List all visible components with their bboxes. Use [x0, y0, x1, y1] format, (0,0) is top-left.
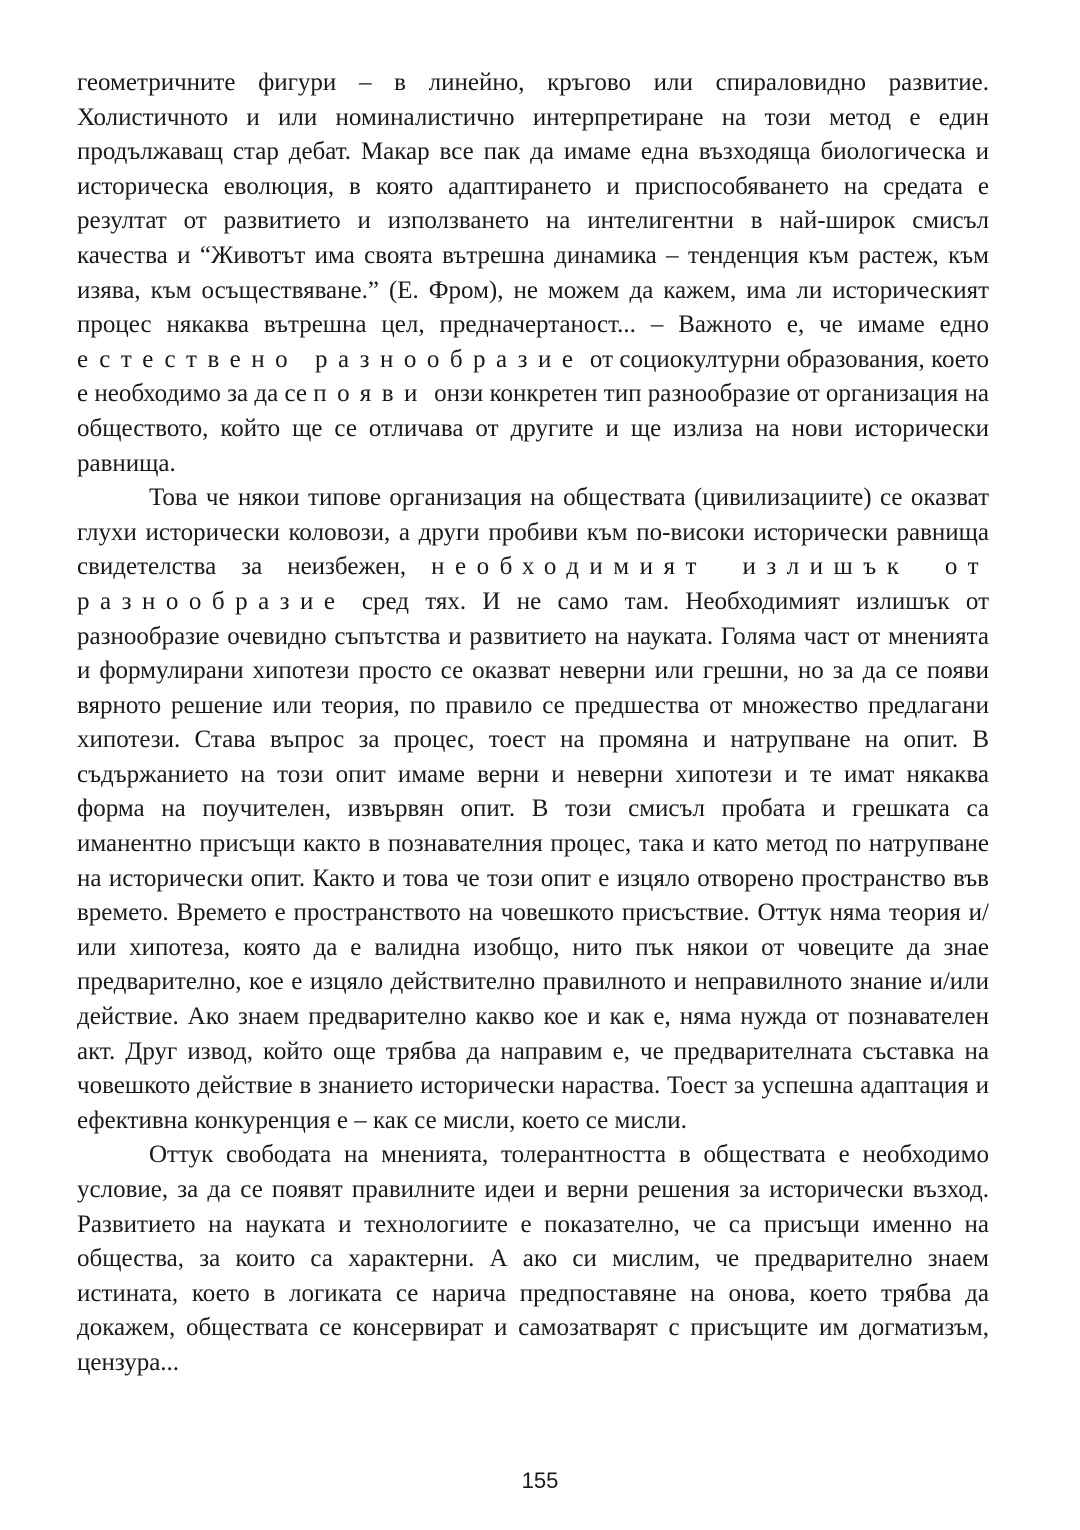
body-text: [77, 66, 989, 1381]
emphasized-spaced-text: естествено разнообразие: [77, 345, 584, 373]
text-segment: геометричните фигури – в линейно, кръгово или спираловидно развитие. Холистичното и или номиналистично интерпретиране на този метод е един продължаващ стар дебат. Макар все пак да имаме една възходяща биологическа и историческа еволюция, в която адаптирането и приспособяването на средата е резултат от развитието и използването на интелигентни в най-широк смисъл качества и “Животът има своята вътрешна динамика – тенденция към растеж, към изява, към осъществяване.” (Е. Фром), не можем да кажем, има ли историческият процес някаква вътрешна цел, предначертаност... – Важното е, че имаме едно: [77, 69, 989, 339]
text-segment: онзи конкретен тип разнообразие от организация на обществото, който ще се отличава от другите и ще излиза на нови исторически равнища.: [77, 380, 990, 477]
paragraph: [77, 66, 989, 481]
page-number: 155: [521, 1468, 559, 1493]
paragraph: [77, 1138, 989, 1380]
text-segment: Това че някои типове организация на обществата (цивилизациите) се оказват глухи исторически коловози, а други пробиви към по-високи исторически равнища свидетелства за неизбежен,: [77, 484, 989, 581]
emphasized-spaced-text: появи: [313, 380, 428, 408]
emphasized-spaced-text: необходимият излишък от разнообразие: [77, 553, 989, 615]
paragraph: [77, 481, 989, 1138]
text-segment: сред тях. И не само там. Необходимият излишък от разнообразие очевидно съпътства и развитието на науката. Голяма част от мненията и формулирани хипотези просто се оказват неверни или грешни, но за да се появи вярното решение или теория, по правило се предшества от множество предлагани хипотези. Става въпрос за процес, тоест на промяна и натрупване на опит. В съдържанието на този опит имаме верни и неверни хипотези и те имат някаква форма на поучителен, извървян опит. В този смисъл пробата и грешката са иманентно присъщи както в познавателния процес, така и като метод по натрупване на исторически опит. Както и това че този опит е изцяло отворено пространство във времето. Времето е пространството на човешкото присъствие. Оттук няма теория и/или хипотеза, която да е валидна изобщо, нито пък някои от човеците да знае предварително, кое е изцяло действително правилното и неправилното знание и/или действие. Ако знаем предварително какво кое и как е, няма нужда от познавателен акт. Друг извод, който още трябва да направим е, че предварителната съставка на човешкото действие в знанието исторически нараства. Тоест за успешна адаптация и ефективна конкуренция е – как се мисли, което се мисли.: [77, 587, 989, 1134]
text-segment: от социокултурни образования, което е необходимо за да се: [77, 345, 989, 408]
text-segment: Оттук свободата на мненията, толерантността в обществата е необходимо условие, за да се появят правилните идеи и верни решения за исторически възход. Развитието на науката и технологиите е показателно, че са присъщи именно на общества, за които са характерни. А ако си мислим, че предварително знаем истината, което в логиката се нарича предпоставяне на онова, което трябва да докажем, обществата се консервират и самозатварят с присъщите им догматизъм, цензура...: [77, 1141, 989, 1376]
